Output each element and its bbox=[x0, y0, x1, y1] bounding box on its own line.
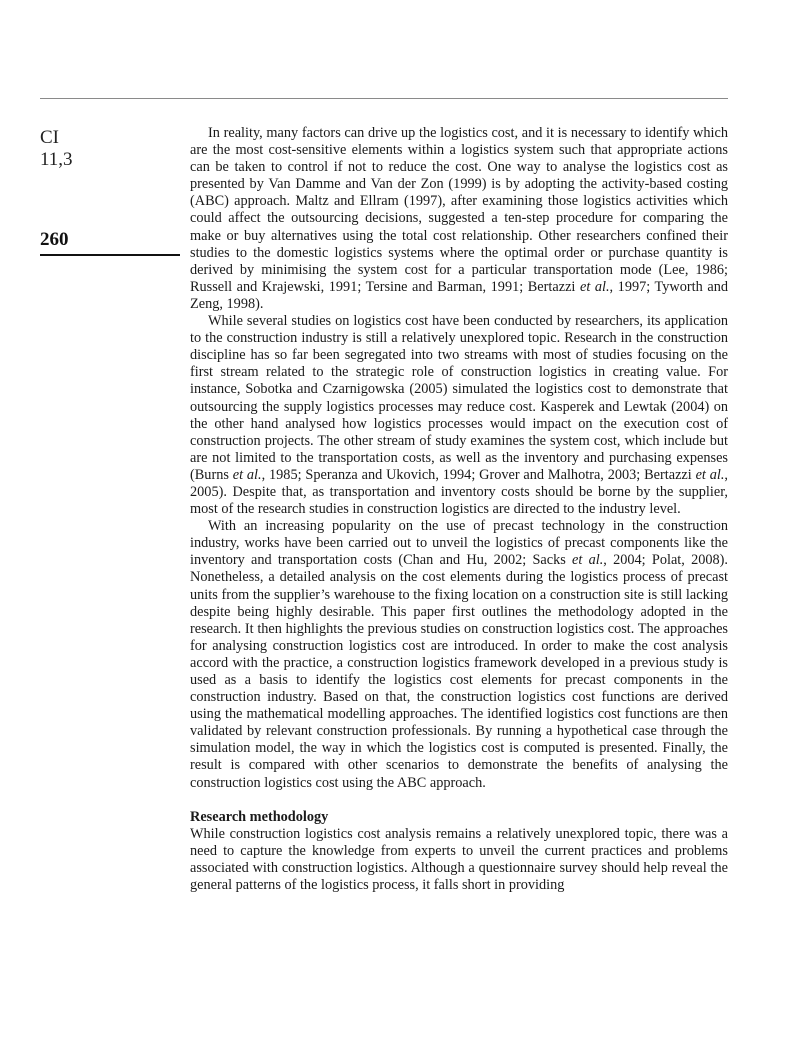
italic-term: et al. bbox=[572, 552, 604, 569]
section-heading: Research methodology bbox=[190, 808, 329, 825]
journal-name: CI bbox=[40, 127, 59, 148]
volume-issue: 11,3 bbox=[40, 149, 73, 170]
margin-column bbox=[40, 127, 180, 251]
body-text bbox=[190, 125, 728, 894]
section-paragraph: While construction logistics cost analysis remains a relatively unexplored topic, there was a need to capture the knowledge from experts to unveil the current practices and problems associated with construction logistics. Although a questionnaire survey should help reveal the general patterns of the logistics process, it falls short in providing bbox=[190, 825, 728, 894]
italic-term: et al. bbox=[579, 278, 610, 295]
italic-term: et al. bbox=[232, 466, 262, 483]
paragraph: In reality, many factors can drive up the logistics cost, and it is necessary to identify which are the most cost-sensitive elements within a logistics system such that appropriate actions can be taken to control if not to reduce the cost. One way to analyse the logistics cost as presented by Van Damme and Van der Zon (1999) is by adopting the activity-based costing (ABC) approach. Maltz and Ellram (1997), after examining those logistics activities which could affect the outsourcing decisions, suggested a ten-step procedure for comparing the make or buy alternatives using the total cost relationship. Other researchers confined their studies to the domestic logistics systems where the optimal order or purchase quantity is derived by minimising the system cost for a particular transportation mode (Lee, 1986; Russell and Krajewski, 1991; Tersine and Barman, 1991; Bertazzi et al., 1997; Tyworth and Zeng, 1998). bbox=[190, 125, 728, 312]
page-number-rule bbox=[40, 254, 180, 256]
italic-term: et al. bbox=[695, 466, 725, 483]
header-rule bbox=[40, 98, 728, 99]
paragraph: With an increasing popularity on the use of precast technology in the construction industry, works have been carried out to unveil the logistics of precast components like the inventory and transportation costs (Chan and Hu, 2002; Sacks et al., 2004; Polat, 2008). Nonetheless, a detailed analysis on the cost elements during the logistics process of precast units from the supplier’s warehouse to the fixing location on a construction site is still lacking despite being highly desirable. This paper first outlines the methodology adopted in the research. It then highlights the previous studies on construction logistics cost. The approaches for analysing construction logistics cost are introduced. In order to make the cost analysis accord with the practice, a construction logistics framework developed in a previous study is used as a basis to identify the logistics cost elements for precast components in the construction industry. Based on that, the construction logistics cost functions are derived using the mathematical modelling approaches. The identified logistics cost functions are then validated by relevant construction professionals. By running a hypothetical case through the simulation model, the way in which the logistics cost is computed is presented. Finally, the result is compared with other scenarios to demonstrate the benefits of analysing the construction logistics cost using the ABC approach. bbox=[190, 518, 728, 791]
page-number: 260 bbox=[40, 229, 69, 250]
paragraph: While several studies on logistics cost have been conducted by researchers, its application to the construction industry is still a relatively unexplored topic. Research in the construction discipline has so far been segregated into two streams with most of studies focusing on the first stream related to the strategic role of construction logistics in creating value. For instance, Sobotka and Czarnigowska (2005) simulated the logistics cost to demonstrate that outsourcing the supply logistics processes may reduce cost. Kasperek and Lewtak (2004) on the other hand analysed how logistics processes would impact on the execution cost of construction projects. The other stream of study examines the system cost, which include but are not limited to the transportation costs, as well as the inventory and purchasing expenses (Burns et al., 1985; Speranza and Ukovich, 1994; Grover and Malhotra, 2003; Bertazzi et al., 2005). Despite that, as transportation and inventory costs should be borne by the supplier, most of the research studies in construction logistics are directed to the industry level. bbox=[190, 313, 728, 518]
